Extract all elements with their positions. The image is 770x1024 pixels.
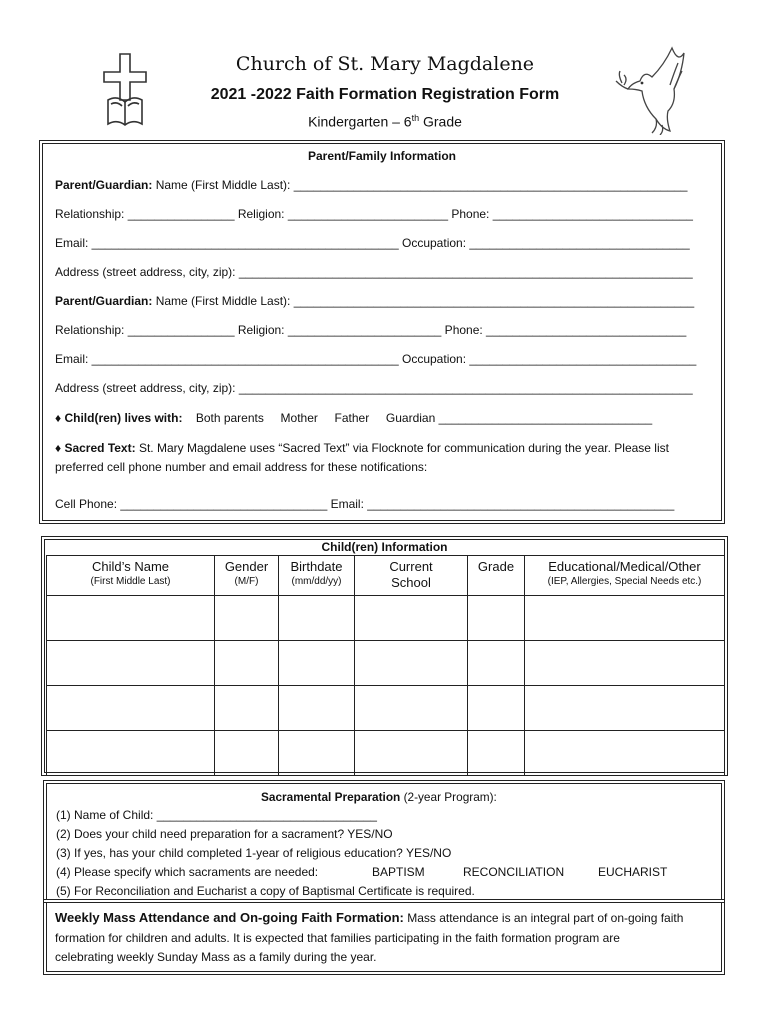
table-cell[interactable] [215, 596, 279, 641]
table-cell[interactable] [279, 731, 355, 776]
family-section-title: Parent/Family Information [307, 149, 457, 163]
guardian-2-relationship-field[interactable]: Relationship: ________________ Religion: _______________________ Phone: ______________________________ [55, 323, 687, 337]
guardian-2-address-field[interactable]: Address (street address, city, zip): ____________________________________________________________________ [55, 381, 693, 395]
col-grade: Grade [468, 556, 525, 596]
sacrament-question-4: (4) Please specify which sacraments are needed: [56, 865, 319, 879]
table-cell[interactable] [525, 731, 725, 776]
form-title: 2021 -2022 Faith Formation Registration Form [210, 86, 560, 103]
guardian-1-email-field[interactable]: Email: ______________________________________________ Occupation: _________________________________ [55, 236, 690, 250]
children-section-title: Child(ren) Information [321, 540, 448, 554]
option-eucharist[interactable]: EUCHARIST [598, 865, 668, 879]
grade-range: Kindergarten – 6th Grade [308, 113, 462, 130]
table-cell[interactable] [355, 686, 468, 731]
table-cell[interactable] [468, 686, 525, 731]
sacred-text-note-cont: preferred cell phone number and email address for these notifications: [55, 460, 428, 474]
sacred-text-note: ♦ Sacred Text: St. Mary Magdalene uses “Sacred Text” via Flocknote for communication during the year. Please list [55, 441, 669, 455]
col-gender: Gender (M/F) [215, 556, 279, 596]
table-cell[interactable] [355, 596, 468, 641]
option-baptism[interactable]: BAPTISM [372, 865, 425, 879]
church-name: Church of St. Mary Magdalene [235, 53, 535, 75]
col-child-name: Child’s Name (First Middle Last) [47, 556, 215, 596]
table-cell[interactable] [468, 641, 525, 686]
table-cell[interactable] [355, 731, 468, 776]
table-cell[interactable] [279, 686, 355, 731]
guardian-1-address-field[interactable]: Address (street address, city, zip): ____________________________________________________________________ [55, 265, 693, 279]
table-cell[interactable] [215, 731, 279, 776]
table-cell[interactable] [47, 686, 215, 731]
guardian-2-name-field[interactable]: Parent/Guardian: Name (First Middle Last): ____________________________________________________________ [55, 294, 695, 308]
sacrament-question-2: (2) Does your child need preparation for a sacrament? YES/NO [56, 827, 393, 841]
table-cell[interactable] [279, 596, 355, 641]
table-row [47, 686, 725, 731]
table-cell[interactable] [468, 596, 525, 641]
table-cell[interactable] [525, 596, 725, 641]
children-table-header [47, 556, 725, 596]
table-row [47, 731, 725, 776]
guardian-1-relationship-field[interactable]: Relationship: ________________ Religion: ________________________ Phone: ______________________________ [55, 207, 693, 221]
col-educational-medical: Educational/Medical/Other (IEP, Allergies, Special Needs etc.) [525, 556, 725, 596]
mass-attendance-text-2: formation for children and adults. It is expected that families participating in the faith formation program are [55, 931, 620, 945]
table-cell[interactable] [215, 686, 279, 731]
table-cell[interactable] [47, 731, 215, 776]
col-current-school: Current School [355, 556, 468, 596]
sacrament-question-3: (3) If yes, has your child completed 1-year of religious education? YES/NO [56, 846, 452, 860]
children-table [46, 555, 725, 776]
sacrament-section-title: Sacramental Preparation (2-year Program): [261, 790, 497, 804]
table-cell[interactable] [279, 641, 355, 686]
option-reconciliation[interactable]: RECONCILIATION [463, 865, 565, 879]
table-cell[interactable] [468, 731, 525, 776]
table-row [47, 641, 725, 686]
lives-with-field[interactable]: ♦ Child(ren) lives with: Both parents Mother Father Guardian ________________________________ [55, 411, 653, 425]
guardian-2-email-field[interactable]: Email: ______________________________________________ Occupation: __________________________________ [55, 352, 697, 366]
table-cell[interactable] [215, 641, 279, 686]
sacrament-child-name-field[interactable]: (1) Name of Child: _________________________________ [56, 808, 377, 822]
cell-email-field[interactable]: Cell Phone: _______________________________ Email: ______________________________________________ [55, 497, 675, 511]
col-birthdate: Birthdate (mm/dd/yy) [279, 556, 355, 596]
table-cell[interactable] [525, 686, 725, 731]
mass-attendance-text: Weekly Mass Attendance and On-going Faith Formation: Mass attendance is an integral part of on-going faith [55, 910, 684, 925]
table-row [47, 596, 725, 641]
mass-attendance-text-3: celebrating weekly Sunday Mass as a family during the year. [55, 950, 377, 964]
guardian-1-name-field[interactable]: Parent/Guardian: Name (First Middle Last): ___________________________________________________________ [55, 178, 688, 192]
table-cell[interactable] [47, 641, 215, 686]
sacrament-note-5: (5) For Reconciliation and Eucharist a copy of Baptismal Certificate is required. [56, 884, 475, 898]
table-cell[interactable] [47, 596, 215, 641]
table-cell[interactable] [355, 641, 468, 686]
table-cell[interactable] [525, 641, 725, 686]
